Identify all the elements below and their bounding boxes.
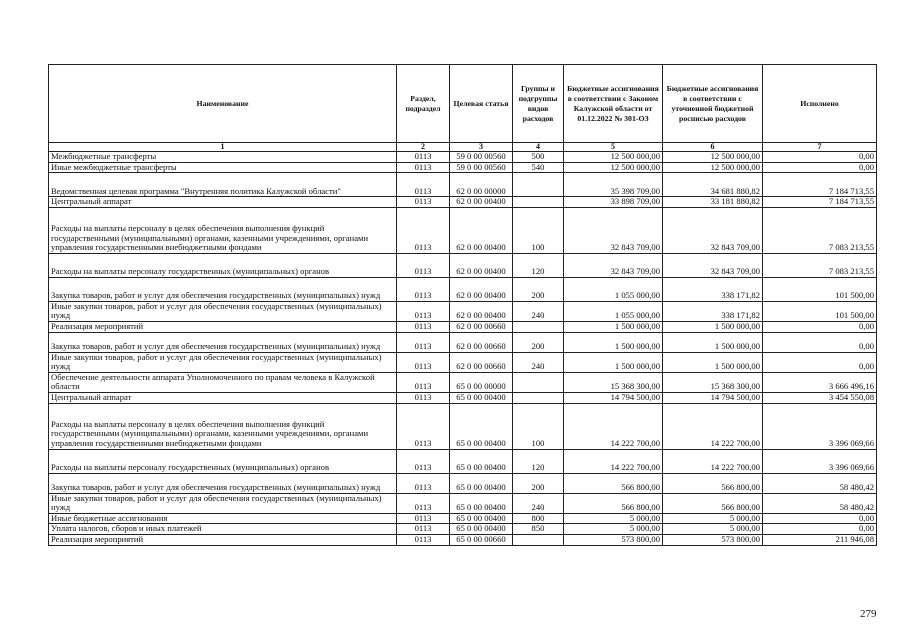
column-number: 3 <box>450 143 513 152</box>
column-number: 6 <box>663 143 763 152</box>
cell-law-allocation: 14 794 500,00 <box>564 392 663 403</box>
cell-name: Закупка товаров, работ и услуг для обеспечения государственных (муниципальных) нужд <box>49 277 397 301</box>
cell-group <box>513 197 564 208</box>
table-row <box>49 513 877 524</box>
cell-law-allocation: 14 222 700,00 <box>564 403 663 449</box>
cell-group: 120 <box>513 449 564 473</box>
cell-law-allocation: 32 843 709,00 <box>564 253 663 277</box>
cell-group: 240 <box>513 301 564 321</box>
cell-executed: 0,00 <box>763 162 877 173</box>
cell-section: 0113 <box>397 207 450 253</box>
cell-refined-allocation: 14 222 700,00 <box>663 403 763 449</box>
table-row <box>49 162 877 173</box>
column-number: 7 <box>763 143 877 152</box>
cell-article: 62 0 00 00660 <box>450 321 513 332</box>
cell-law-allocation: 566 800,00 <box>564 473 663 493</box>
cell-law-allocation: 12 500 000,00 <box>564 162 663 173</box>
cell-executed: 211 946,08 <box>763 534 877 545</box>
cell-law-allocation: 573 800,00 <box>564 534 663 545</box>
cell-section: 0113 <box>397 173 450 197</box>
cell-section: 0113 <box>397 473 450 493</box>
cell-name: Закупка товаров, работ и услуг для обеспечения государственных (муниципальных) нужд <box>49 473 397 493</box>
cell-refined-allocation: 34 681 880,82 <box>663 173 763 197</box>
cell-article: 65 0 00 00400 <box>450 449 513 473</box>
cell-name: Обеспечение деятельности аппарата Уполномоченного по правам человека в Калужской области <box>49 372 397 392</box>
cell-article: 65 0 00 00400 <box>450 513 513 524</box>
cell-section: 0113 <box>397 392 450 403</box>
table-row <box>49 403 877 449</box>
cell-refined-allocation: 15 368 300,00 <box>663 372 763 392</box>
cell-executed: 0,00 <box>763 152 877 163</box>
cell-refined-allocation: 573 800,00 <box>663 534 763 545</box>
cell-name: Расходы на выплаты персоналу государственных (муниципальных) органов <box>49 253 397 277</box>
cell-section: 0113 <box>397 524 450 535</box>
header-row <box>49 65 877 143</box>
cell-executed: 3 454 550,08 <box>763 392 877 403</box>
cell-article: 62 0 00 00400 <box>450 301 513 321</box>
table-row <box>49 197 877 208</box>
table-row <box>49 332 877 352</box>
table-row <box>49 321 877 332</box>
cell-executed: 7 083 213,55 <box>763 207 877 253</box>
cell-law-allocation: 35 398 709,00 <box>564 173 663 197</box>
cell-group: 100 <box>513 207 564 253</box>
cell-group <box>513 173 564 197</box>
header-section: Раздел, подраздел <box>397 65 450 143</box>
column-number: 2 <box>397 143 450 152</box>
cell-article: 65 0 00 00400 <box>450 392 513 403</box>
table-row <box>49 473 877 493</box>
cell-article: 65 0 00 00660 <box>450 534 513 545</box>
cell-name: Расходы на выплаты персоналу государственных (муниципальных) органов <box>49 449 397 473</box>
cell-refined-allocation: 566 800,00 <box>663 473 763 493</box>
cell-refined-allocation: 1 500 000,00 <box>663 321 763 332</box>
column-number-row <box>49 143 877 152</box>
cell-section: 0113 <box>397 332 450 352</box>
table-row <box>49 152 877 163</box>
table-row <box>49 372 877 392</box>
column-number: 1 <box>49 143 397 152</box>
page-number: 279 <box>860 608 877 620</box>
cell-law-allocation: 33 898 709,00 <box>564 197 663 208</box>
cell-group: 850 <box>513 524 564 535</box>
cell-group: 200 <box>513 473 564 493</box>
cell-name: Расходы на выплаты персоналу в целях обеспечения выполнения функций государственными (муниципальными) органами, казенными учреждениями, органами управления государственными внебюджетными фондами <box>49 403 397 449</box>
cell-section: 0113 <box>397 352 450 372</box>
cell-article: 65 0 00 00400 <box>450 473 513 493</box>
budget-table <box>48 64 877 546</box>
cell-article: 62 0 00 00000 <box>450 173 513 197</box>
cell-article: 59 0 00 00560 <box>450 162 513 173</box>
cell-executed: 7 184 713,55 <box>763 197 877 208</box>
cell-executed: 0,00 <box>763 352 877 372</box>
header-refined-allocation: Бюджетные ассигнования в соответствии с уточненной бюджетной росписью расходов <box>663 65 763 143</box>
cell-article: 65 0 00 00400 <box>450 493 513 513</box>
cell-executed: 58 480,42 <box>763 493 877 513</box>
cell-group: 120 <box>513 253 564 277</box>
cell-article: 62 0 00 00660 <box>450 352 513 372</box>
cell-name: Реализация мероприятий <box>49 321 397 332</box>
cell-article: 62 0 00 00400 <box>450 197 513 208</box>
table-row <box>49 493 877 513</box>
cell-law-allocation: 32 843 709,00 <box>564 207 663 253</box>
header-article: Целевая статья <box>450 65 513 143</box>
cell-group: 100 <box>513 403 564 449</box>
cell-group <box>513 372 564 392</box>
cell-article: 65 0 00 00000 <box>450 372 513 392</box>
cell-refined-allocation: 14 794 500,00 <box>663 392 763 403</box>
table-row <box>49 277 877 301</box>
cell-group: 240 <box>513 352 564 372</box>
cell-law-allocation: 15 368 300,00 <box>564 372 663 392</box>
table-row <box>49 392 877 403</box>
cell-name: Иные бюджетные ассигнования <box>49 513 397 524</box>
cell-executed: 0,00 <box>763 524 877 535</box>
cell-group: 500 <box>513 152 564 163</box>
cell-name: Расходы на выплаты персоналу в целях обеспечения выполнения функций государственными (муниципальными) органами, казенными учреждениями, органами управления государственными внебюджетными фондами <box>49 207 397 253</box>
cell-law-allocation: 5 000,00 <box>564 524 663 535</box>
cell-section: 0113 <box>397 372 450 392</box>
cell-executed: 3 396 069,66 <box>763 449 877 473</box>
cell-name: Иные закупки товаров, работ и услуг для обеспечения государственных (муниципальных) нужд <box>49 493 397 513</box>
cell-refined-allocation: 5 000,00 <box>663 513 763 524</box>
cell-group <box>513 534 564 545</box>
cell-section: 0113 <box>397 152 450 163</box>
cell-name: Центральный аппарат <box>49 392 397 403</box>
header-law-allocation: Бюджетные ассигнования в соответствии с Законом Калужской области от 01.12.2022 № 301-ОЗ <box>564 65 663 143</box>
cell-executed: 101 500,00 <box>763 301 877 321</box>
table-row <box>49 301 877 321</box>
cell-refined-allocation: 12 500 000,00 <box>663 152 763 163</box>
cell-section: 0113 <box>397 513 450 524</box>
cell-name: Иные закупки товаров, работ и услуг для обеспечения государственных (муниципальных) нужд <box>49 352 397 372</box>
cell-law-allocation: 1 500 000,00 <box>564 321 663 332</box>
header-name: Наименование <box>49 65 397 143</box>
cell-name: Ведомственная целевая программа "Внутренняя политика Калужской области" <box>49 173 397 197</box>
cell-refined-allocation: 1 500 000,00 <box>663 352 763 372</box>
cell-executed: 58 480,42 <box>763 473 877 493</box>
cell-executed: 3 666 496,16 <box>763 372 877 392</box>
cell-law-allocation: 12 500 000,00 <box>564 152 663 163</box>
cell-section: 0113 <box>397 449 450 473</box>
cell-section: 0113 <box>397 277 450 301</box>
cell-section: 0113 <box>397 321 450 332</box>
cell-section: 0113 <box>397 301 450 321</box>
cell-name: Иные межбюджетные трансферты <box>49 162 397 173</box>
cell-section: 0113 <box>397 162 450 173</box>
cell-law-allocation: 1 500 000,00 <box>564 332 663 352</box>
header-group: Группы и подгруппы видов расходов <box>513 65 564 143</box>
cell-article: 62 0 00 00400 <box>450 253 513 277</box>
cell-group <box>513 321 564 332</box>
cell-refined-allocation: 338 171,82 <box>663 301 763 321</box>
column-number: 5 <box>564 143 663 152</box>
table-row <box>49 173 877 197</box>
cell-group: 540 <box>513 162 564 173</box>
cell-section: 0113 <box>397 493 450 513</box>
cell-executed: 3 396 069,66 <box>763 403 877 449</box>
cell-article: 62 0 00 00400 <box>450 207 513 253</box>
cell-section: 0113 <box>397 197 450 208</box>
cell-refined-allocation: 1 500 000,00 <box>663 332 763 352</box>
table-row <box>49 352 877 372</box>
cell-law-allocation: 1 055 000,00 <box>564 301 663 321</box>
cell-executed: 101 500,00 <box>763 277 877 301</box>
cell-group: 200 <box>513 277 564 301</box>
cell-refined-allocation: 33 181 880,82 <box>663 197 763 208</box>
cell-law-allocation: 566 800,00 <box>564 493 663 513</box>
cell-article: 59 0 00 00560 <box>450 152 513 163</box>
cell-name: Иные закупки товаров, работ и услуг для обеспечения государственных (муниципальных) нужд <box>49 301 397 321</box>
cell-law-allocation: 1 500 000,00 <box>564 352 663 372</box>
cell-law-allocation: 14 222 700,00 <box>564 449 663 473</box>
cell-article: 65 0 00 00400 <box>450 403 513 449</box>
table-body <box>49 152 877 546</box>
cell-executed: 0,00 <box>763 332 877 352</box>
cell-article: 62 0 00 00400 <box>450 277 513 301</box>
cell-law-allocation: 5 000,00 <box>564 513 663 524</box>
cell-section: 0113 <box>397 403 450 449</box>
table-row <box>49 253 877 277</box>
cell-article: 65 0 00 00400 <box>450 524 513 535</box>
cell-section: 0113 <box>397 534 450 545</box>
cell-refined-allocation: 14 222 700,00 <box>663 449 763 473</box>
cell-law-allocation: 1 055 000,00 <box>564 277 663 301</box>
cell-executed: 0,00 <box>763 321 877 332</box>
cell-executed: 7 083 213,55 <box>763 253 877 277</box>
cell-name: Реализация мероприятий <box>49 534 397 545</box>
cell-executed: 7 184 713,55 <box>763 173 877 197</box>
cell-name: Межбюджетные трансферты <box>49 152 397 163</box>
cell-group: 240 <box>513 493 564 513</box>
cell-name: Центральный аппарат <box>49 197 397 208</box>
table-row <box>49 534 877 545</box>
table-row <box>49 524 877 535</box>
column-number: 4 <box>513 143 564 152</box>
cell-refined-allocation: 5 000,00 <box>663 524 763 535</box>
table-row <box>49 207 877 253</box>
header-executed: Исполнено <box>763 65 877 143</box>
cell-executed: 0,00 <box>763 513 877 524</box>
cell-section: 0113 <box>397 253 450 277</box>
cell-refined-allocation: 32 843 709,00 <box>663 207 763 253</box>
cell-article: 62 0 00 00660 <box>450 332 513 352</box>
cell-refined-allocation: 566 800,00 <box>663 493 763 513</box>
cell-refined-allocation: 12 500 000,00 <box>663 162 763 173</box>
cell-name: Закупка товаров, работ и услуг для обеспечения государственных (муниципальных) нужд <box>49 332 397 352</box>
cell-group <box>513 392 564 403</box>
cell-refined-allocation: 338 171,82 <box>663 277 763 301</box>
table-row <box>49 449 877 473</box>
cell-refined-allocation: 32 843 709,00 <box>663 253 763 277</box>
cell-name: Уплата налогов, сборов и иных платежей <box>49 524 397 535</box>
cell-group: 200 <box>513 332 564 352</box>
cell-group: 800 <box>513 513 564 524</box>
